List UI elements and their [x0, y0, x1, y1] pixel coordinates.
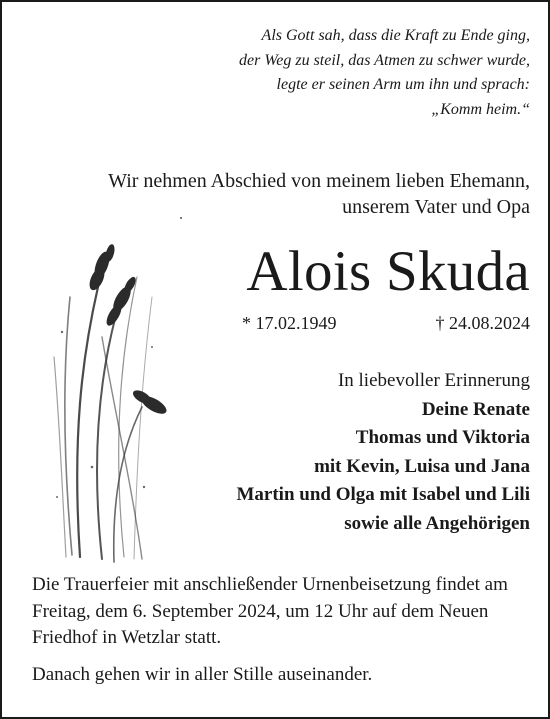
mourner-line: Martin und Olga mit Isabel und Lili — [236, 484, 530, 505]
mourner-line: Deine Renate — [421, 398, 530, 420]
mourner-line: Thomas und Viktoria — [355, 427, 530, 448]
ceremony-text: Die Trauerfeier mit anschließender Urnenbeisetzung findet am Freitag, dem 6. September 2024, um 12 Uhr auf dem Neuen Friedhof in Wetzlar statt. — [32, 574, 508, 648]
quote-line: der Weg zu steil, das Atmen zu schwer wurde, — [239, 51, 530, 69]
quote-block — [170, 24, 530, 122]
quote-line: Als Gott sah, dass die Kraft zu Ende ging, — [261, 27, 530, 44]
mourners-list — [170, 367, 530, 538]
mourner-line: sowie alle Angehörigen — [344, 512, 530, 534]
wheat-ears-icon — [42, 237, 182, 567]
funeral-info — [32, 572, 534, 688]
birth-date: * 17.02.1949 — [242, 313, 337, 333]
deceased-name: Alois Skuda — [246, 240, 530, 303]
print-speck — [180, 217, 182, 219]
closing-text: Danach gehen wir in aller Stille auseinander. — [32, 663, 373, 685]
quote-line: legte er seinen Arm um ihn und sprach: — [276, 76, 530, 93]
intro-text — [60, 168, 530, 220]
intro-line: unserem Vater und Opa — [342, 196, 530, 218]
mourner-line: mit Kevin, Luisa und Jana — [314, 455, 530, 477]
death-date: † 24.08.2024 — [435, 313, 530, 333]
intro-line: Wir nehmen Abschied von meinem lieben Ehemann, — [108, 170, 530, 192]
mourners-heading: In liebevoller Erinnerung — [337, 370, 530, 391]
quote-line: „Komm heim.“ — [431, 100, 530, 118]
